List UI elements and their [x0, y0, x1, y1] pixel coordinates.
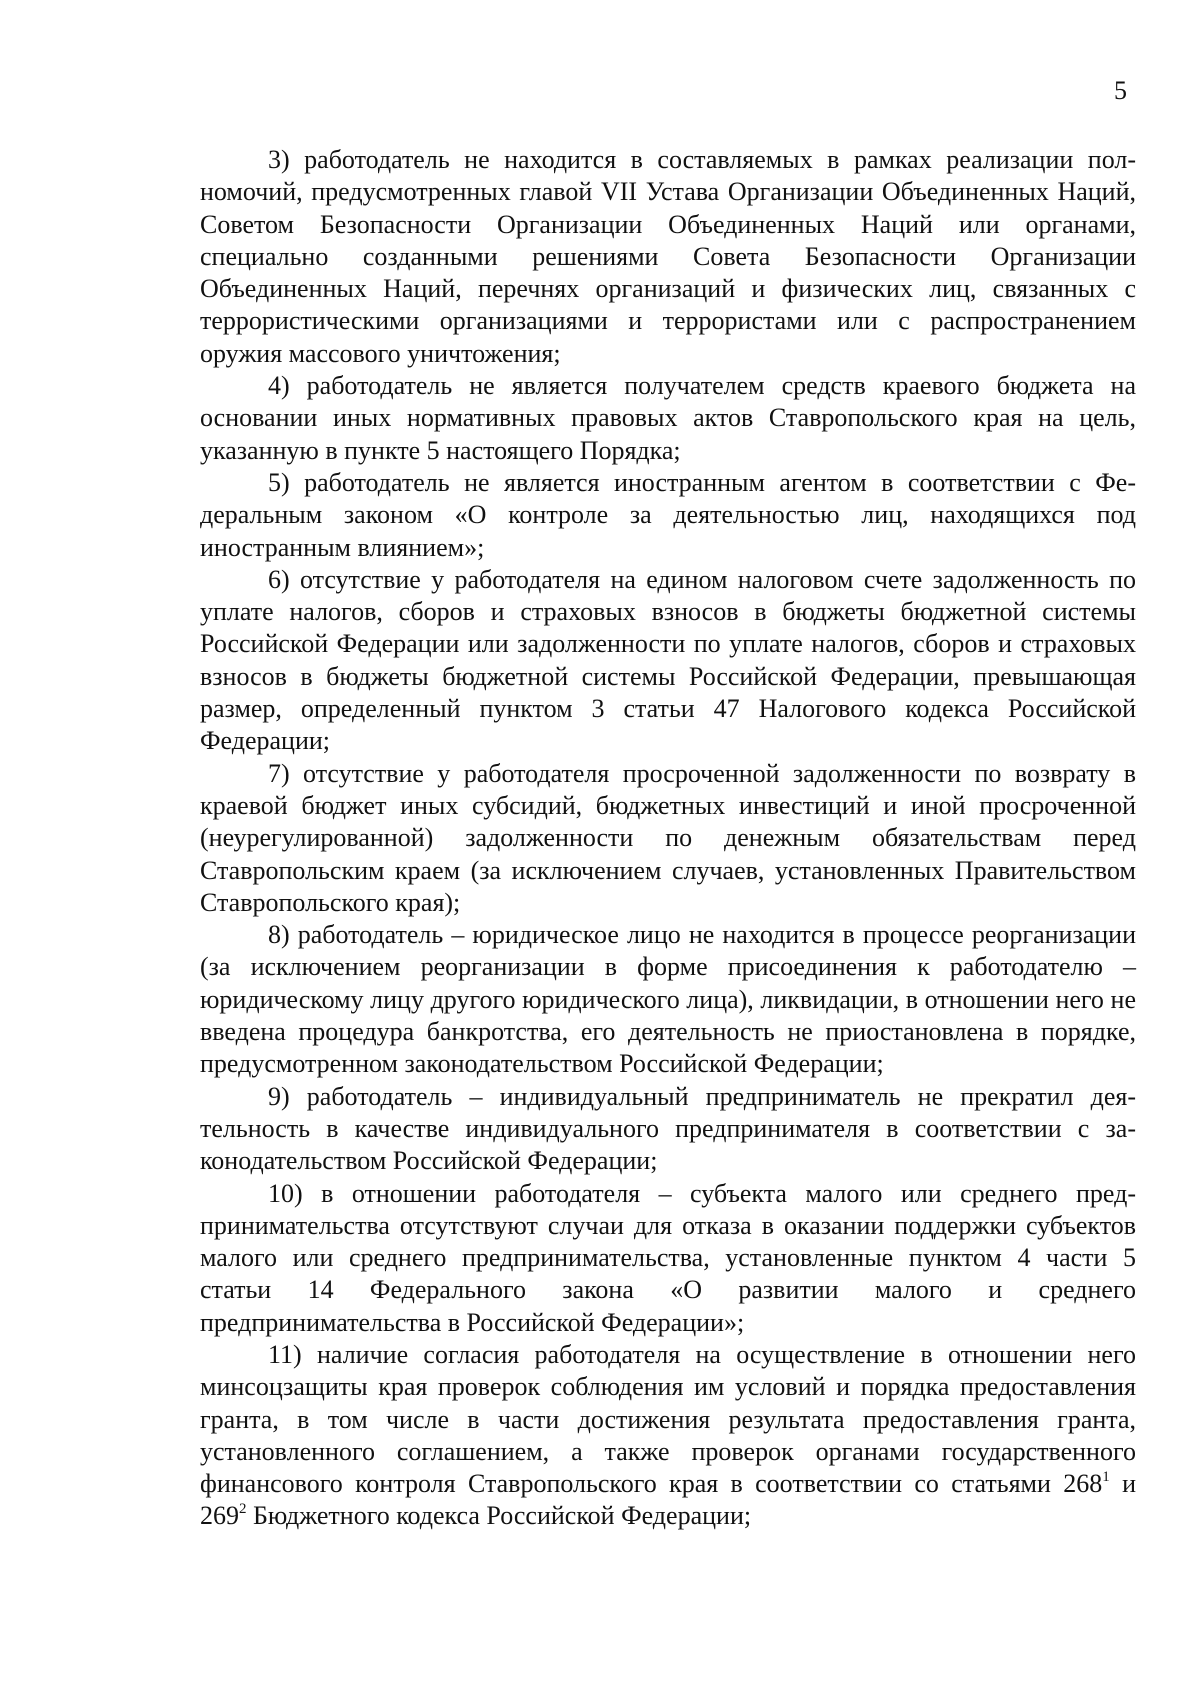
- paragraph-item-8: 8) работодатель – юридическое лицо не находится в процессе реорганизации (за исключением реорганизации в форме присоединения к работодателю – юридическому лицу другого юридического лица), ликвидации, в отношении него не введена процедура банкротства, его деятельность не приостановлена в порядке, предусмотренном законодательством Российской Федерации;: [200, 920, 1136, 1079]
- paragraph-11-text-middle: и 269: [200, 1469, 1136, 1531]
- paragraph-item-11: [200, 1339, 1136, 1533]
- paragraph-item-3: 3) работодатель не находится в составляемых в рамках реализации полномочий, предусмотренных главой VII Устава Организации Объединенных Наций, Советом Безопасности Организации Объединенных Наций или органами, специально созданными решениями Совета Безопасности Организации Объединенных Наций, перечнях организаций и физических лиц, связанных с террористическими организациями и террористами или с распространением оружия массового уничтожения;: [200, 145, 1136, 368]
- paragraph-item-6: 6) отсутствие у работодателя на едином налоговом счете задолженность по уплате налогов, сборов и страховых взносов в бюджеты бюджетной системы Российской Федерации или задолженности по уплате налогов, сборов и страховых взносов в бюджеты бюджетной системы Российской Федерации, превышающая размер, определенный пунктом 3 статьи 47 Налогового кодекса Российской Федерации;: [200, 564, 1136, 756]
- paragraph-item-9: 9) работодатель – индивидуальный предприниматель не прекратил деятельность в качестве индивидуального предпринимателя в соответствии с законодательством Российской Федерации;: [200, 1081, 1136, 1176]
- paragraph-item-4: 4) работодатель не является получателем средств краевого бюджета на основании иных нормативных правовых актов Ставропольского края на цель, указанную в пункте 5 настоящего Порядка;: [200, 371, 1136, 465]
- page-number: 5: [1114, 76, 1127, 105]
- paragraph-item-7: 7) отсутствие у работодателя просроченной задолженности по возврату в краевой бюджет иных субсидий, бюджетных инвестиций и иной просроченной (неурегулированной) задолженности по денежным обязательствам перед Ставропольским краем (за исключением случаев, установленных Правительством Ставропольского края);: [200, 758, 1136, 917]
- paragraph-item-10: 10) в отношении работодателя – субъекта малого или среднего предпринимательства отсутствуют случаи для отказа в оказании поддержки субъектов малого или среднего предпринимательства, установленные пунктом 4 части 5 статьи 14 Федерального закона «О развитии малого и среднего предпринимательства в Российской Федерации»;: [200, 1178, 1136, 1337]
- paragraph-11-text-after: Бюджетного кодекса Российской Федерации;: [246, 1501, 752, 1531]
- paragraph-11-text-before: 11) наличие согласия работодателя на осуществление в отношении него минсоцзащиты края проверок соблюдения им условий и порядка предоставления гранта, в том числе в части достижения результата предоставления гранта, установленного соглашением, а также проверок органами государственного финансового контроля Ставропольского края в соответствии со статьями 268: [200, 1339, 1136, 1499]
- document-body: [200, 144, 1136, 1533]
- superscript-268: 1: [1102, 1468, 1110, 1485]
- superscript-269: 2: [239, 1500, 247, 1517]
- paragraph-item-5: 5) работодатель не является иностранным агентом в соответствии с Федеральным законом «О контроле за деятельностью лиц, находящихся под иностранным влиянием»;: [200, 467, 1136, 562]
